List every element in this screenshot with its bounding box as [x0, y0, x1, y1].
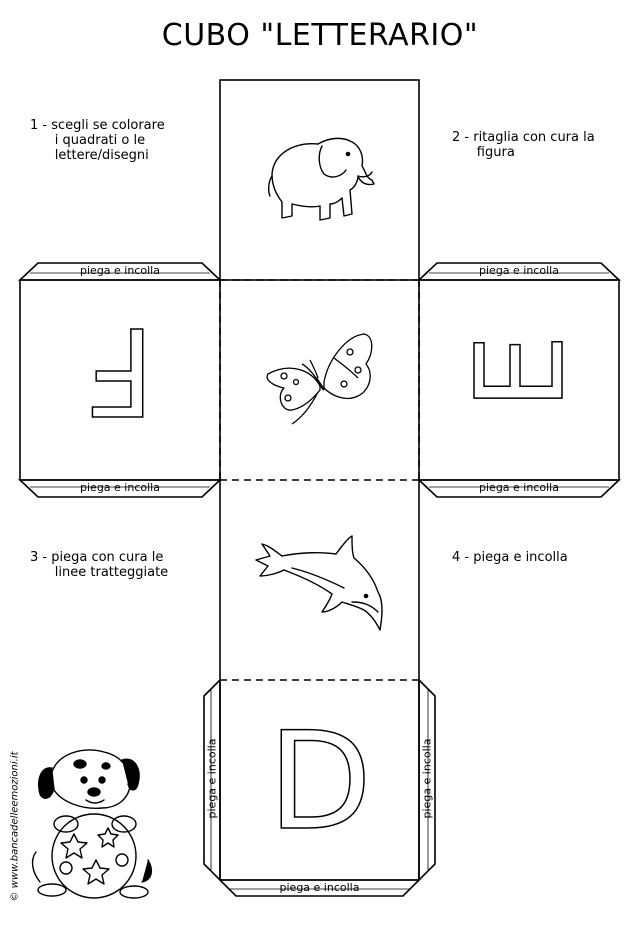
instruction-step-3: 3 - piega con cura le linee tratteggiate [30, 550, 169, 580]
page-title: CUBO "LETTERARIO" [161, 18, 479, 53]
dalmatian-puppy-icon [22, 742, 160, 902]
tab-label-left-top: piega e incolla [80, 264, 160, 277]
instruction-step-2: 2 - ritaglia con cura la figura [452, 130, 595, 160]
butterfly-icon [262, 330, 380, 434]
elephant-icon [262, 132, 380, 232]
letter-face-left [20, 280, 220, 480]
dolphin-icon [252, 532, 388, 634]
copyright-text: © www.bancadelleemozioni.it [9, 751, 21, 902]
tab-label-bottom-right: piega e incolla [420, 738, 434, 819]
tab-label-bottom-left: piega e incolla [205, 738, 219, 819]
letter-f: F [85, 300, 155, 439]
tab-label-right-top: piega e incolla [479, 264, 559, 277]
letter-face-right [419, 280, 619, 480]
instruction-step-1: 1 - scegli se colorare i quadrati o le lettere/disegni [30, 118, 165, 163]
tab-label-bottom: piega e incolla [279, 881, 360, 894]
tab-label-left-bottom: piega e incolla [80, 481, 160, 494]
tab-label-right-bottom: piega e incolla [479, 481, 559, 494]
letter-e: E [452, 334, 591, 410]
instruction-step-4: 4 - piega e incolla [452, 550, 568, 565]
letter-d: D [268, 703, 372, 860]
letter-face-bottom [220, 680, 419, 880]
